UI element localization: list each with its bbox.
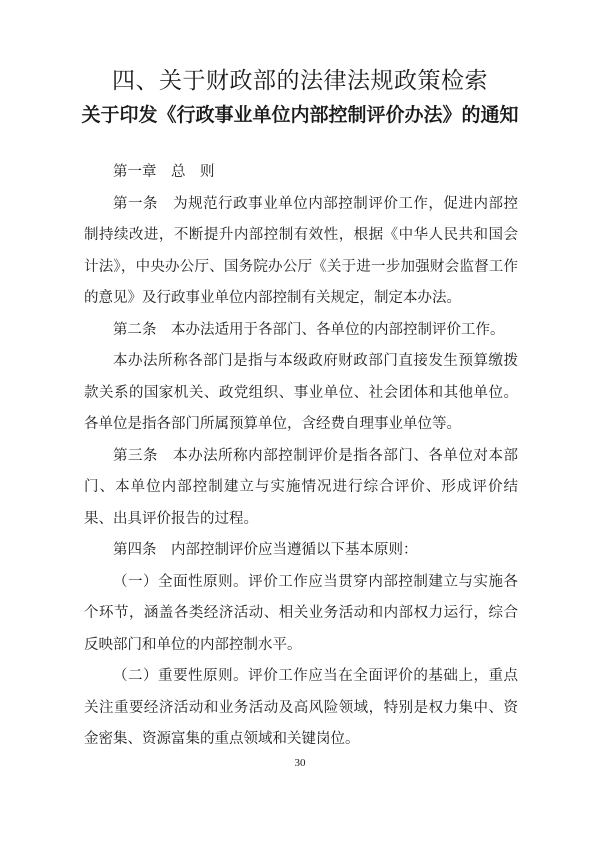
paragraph-article-2-definition: 本办法所称各部门是指与本级政府财政部门直接发生预算缴拨款关系的国家机关、政党组织、事业单位、社会团体和其他单位。各单位是指各部门所属预算单位，含经费自理事业单位等。 — [84, 353, 518, 432]
paragraph-article-1: 第一条 为规范行政事业单位内部控制评价工作，促进内部控制持续改进，不断提升内部控制有效性，根据《中华人民共和国会计法》，中央办公厅、国务院办公厅《关于进一步加强财会监督工作的意见》及行政事业单位内部控制有关规定，制定本办法。 — [84, 195, 518, 306]
paragraph-article-2: 第二条 本办法适用于各部门、各单位的内部控制评价工作。 — [113, 321, 505, 338]
paragraph-article-4: 第四条 内部控制评价应当遵循以下基本原则： — [113, 542, 418, 558]
chapter-heading: 第一章 总 则 — [113, 164, 215, 180]
section-title: 四、关于财政部的法律法规政策检索 — [112, 68, 488, 94]
paragraph-principle-importance: （二）重要性原则。评价工作应当在全面评价的基础上，重点关注重要经济活动和业务活动及高风险领域，特别是权力集中、资金密集、资源富集的重点领域和关键岗位。 — [84, 668, 518, 747]
page-number: 30 — [294, 757, 306, 769]
paragraph-principle-comprehensive: （一）全面性原则。评价工作应当贯穿内部控制建立与实施各个环节，涵盖各类经济活动、相关业务活动和内部权力运行，综合反映部门和单位的内部控制水平。 — [84, 573, 518, 653]
document-body — [84, 157, 518, 756]
paragraph-article-3: 第三条 本办法所称内部控制评价是指各部门、各单位对本部门、本单位内部控制建立与实施情况进行综合评价、形成评价结果、出具评价报告的过程。 — [84, 447, 518, 527]
document-title: 关于印发《行政事业单位内部控制评价办法》的通知 — [81, 104, 519, 126]
